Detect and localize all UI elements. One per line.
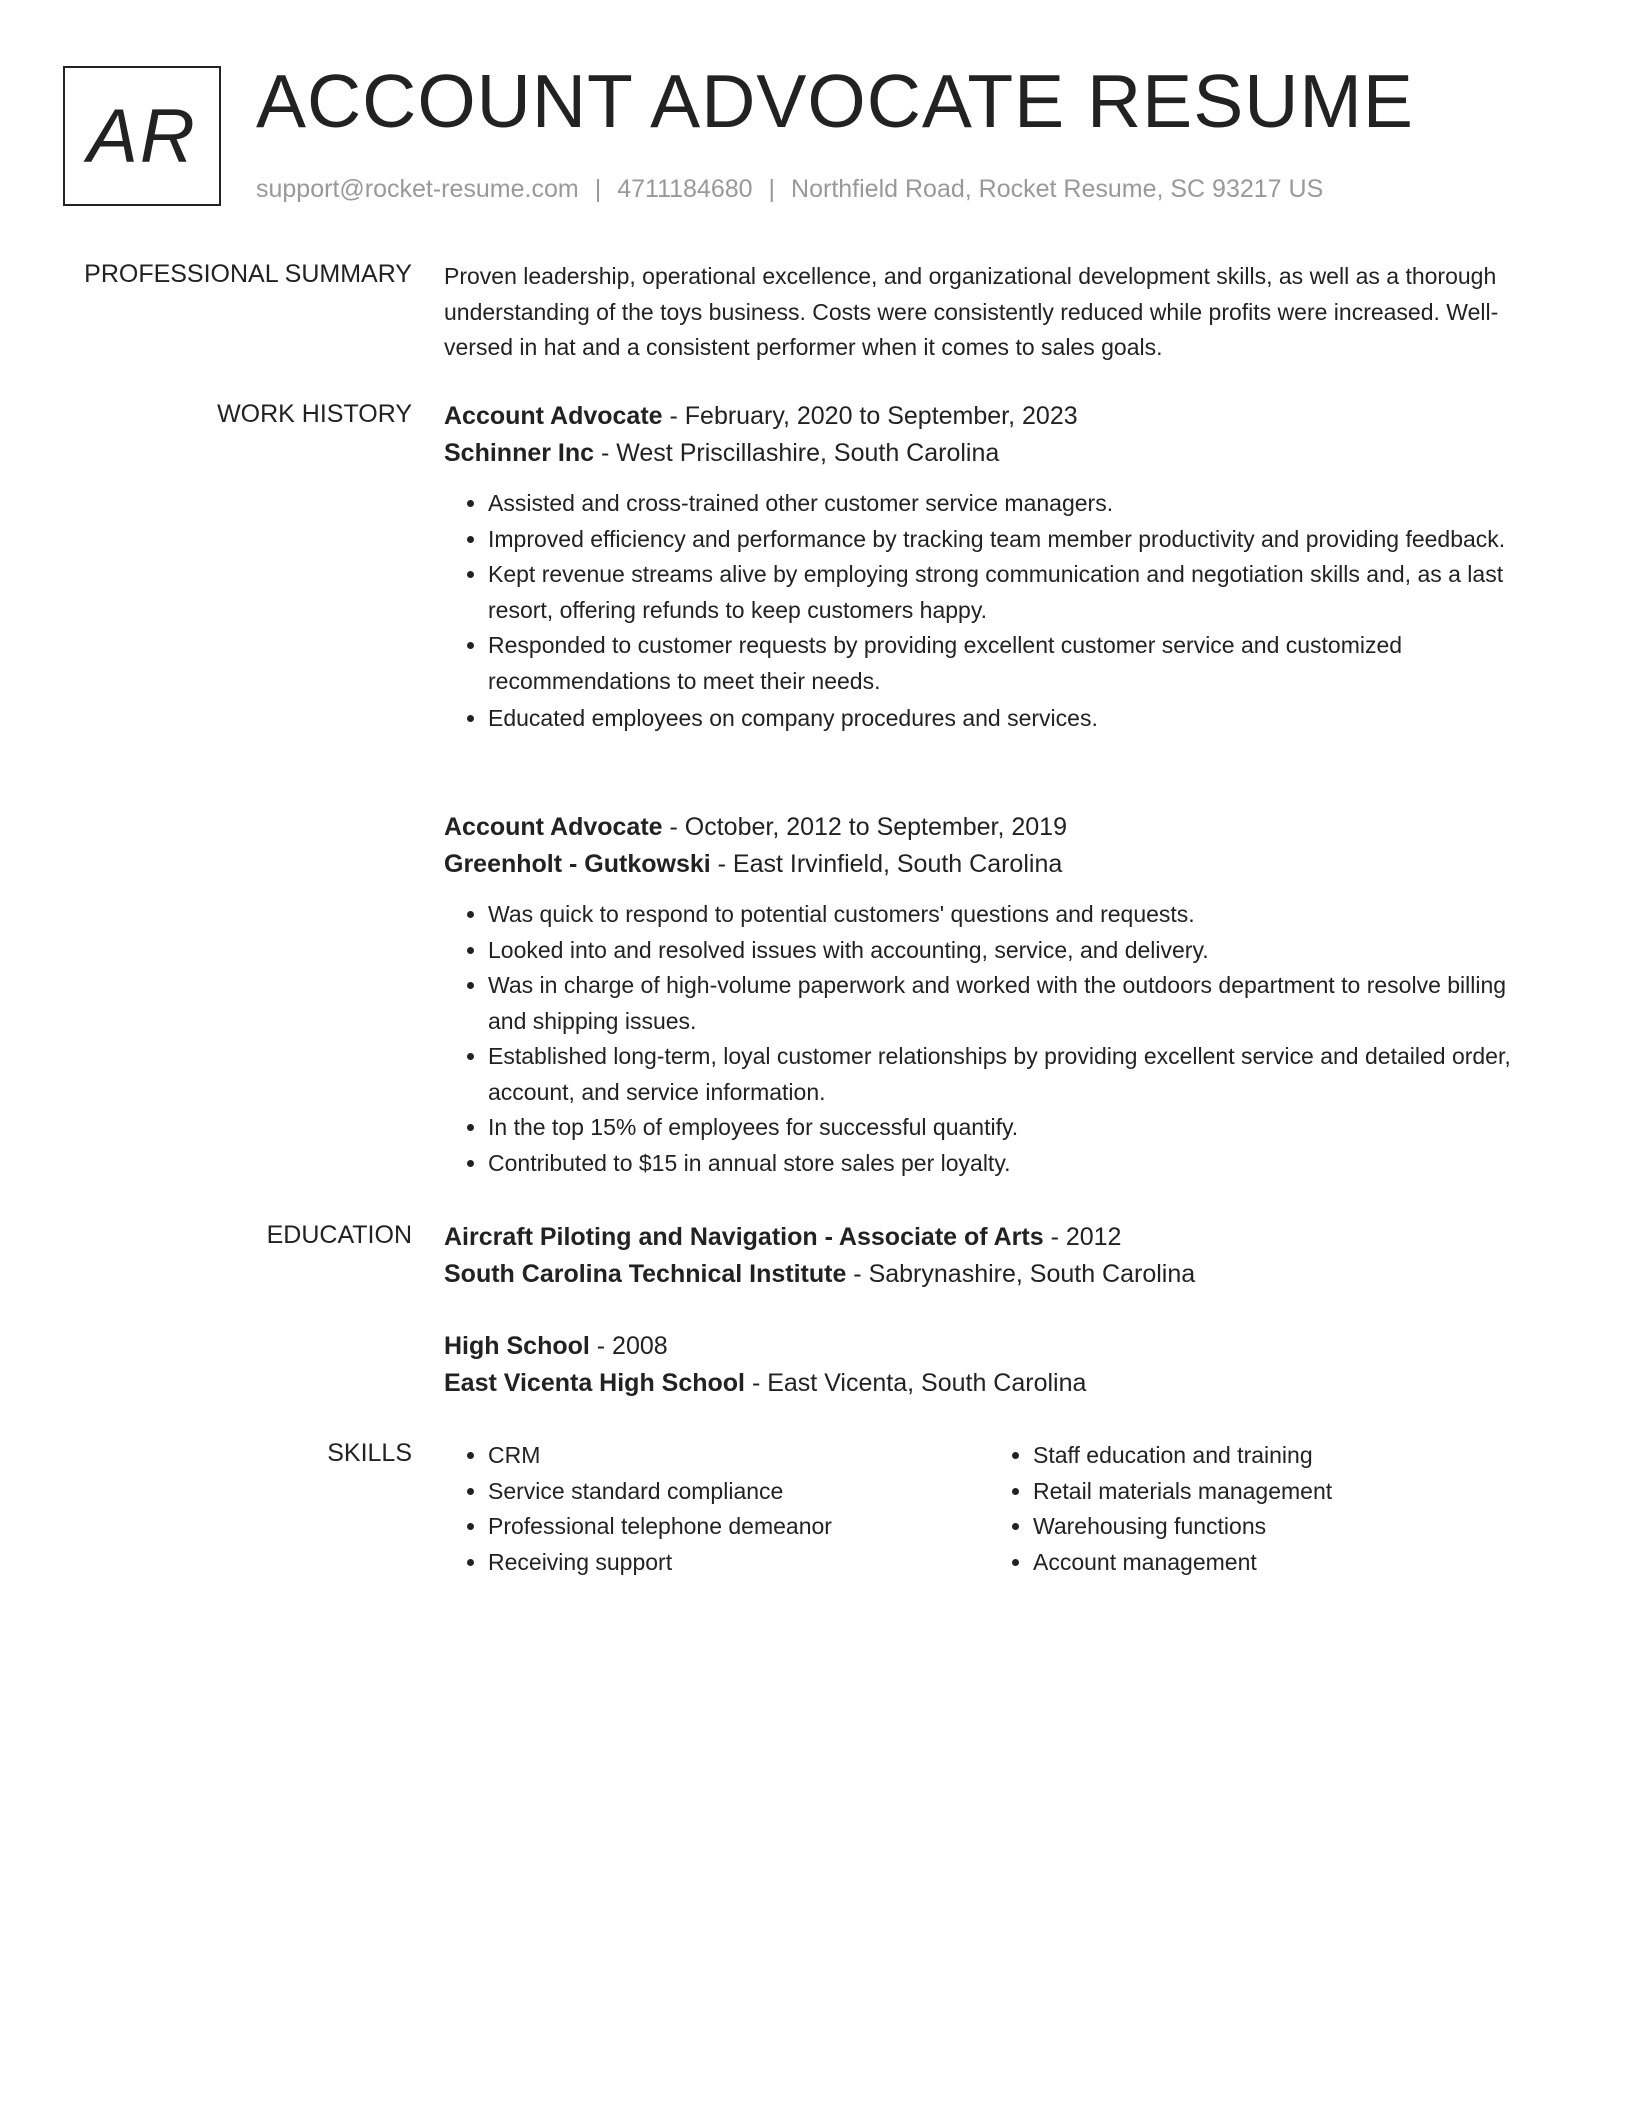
job-location: - East Irvinfield, South Carolina	[710, 850, 1063, 878]
education-entry	[444, 1328, 1534, 1402]
skill-item: • Service standard compliance	[488, 1474, 832, 1510]
job-title-line	[444, 809, 1534, 846]
job-bullet: • Looked into and resolved issues with accounting, service, and delivery.	[488, 933, 1534, 969]
job-bullet: • Established long-term, loyal customer relationships by providing excellent service and detailed order, account, and service information.	[488, 1039, 1534, 1110]
job-entry	[444, 398, 1534, 737]
job-bullet: • Educated employees on company procedures and services.	[488, 701, 1534, 737]
job-bullet: • Contributed to $15 in annual store sales per loyalty.	[488, 1146, 1534, 1182]
job-dates: - February, 2020 to September, 2023	[662, 402, 1078, 430]
skill-item: • Professional telephone demeanor	[488, 1509, 832, 1545]
job-title-line	[444, 398, 1534, 435]
contact-email: support@rocket-resume.com	[256, 175, 579, 203]
contact-phone: 4711184680	[617, 175, 753, 203]
contact-separator: |	[768, 175, 776, 203]
skill-item: • Retail materials management	[1033, 1474, 1332, 1510]
education-degree-line	[444, 1219, 1534, 1256]
job-company: Schinner Inc	[444, 439, 595, 467]
job-bullet: • Kept revenue streams alive by employing strong communication and negotiation skills and, as a last resort, offering refunds to keep customers happy.	[488, 557, 1534, 628]
contact-separator: |	[594, 175, 602, 203]
job-company-line	[444, 846, 1534, 883]
job-title: Account Advocate	[444, 813, 663, 841]
skill-item: • CRM	[488, 1438, 832, 1474]
skills-list	[444, 1438, 832, 1580]
skill-item: • Warehousing functions	[1033, 1509, 1332, 1545]
skill-item: • Staff education and training	[1033, 1438, 1332, 1474]
education-label: EDUCATION	[266, 1221, 412, 1249]
education-school: East Vicenta High School	[444, 1369, 746, 1397]
education-school-line	[444, 1256, 1534, 1293]
summary-label: PROFESSIONAL SUMMARY	[84, 260, 412, 288]
job-dates: - October, 2012 to September, 2019	[662, 813, 1067, 841]
education-year: - 2008	[589, 1332, 668, 1360]
skills-label: SKILLS	[327, 1439, 412, 1467]
job-bullet: • Was in charge of high-volume paperwork and worked with the outdoors department to resolve billing and shipping issues.	[488, 968, 1534, 1039]
summary-body	[444, 259, 1534, 366]
skill-item: • Receiving support	[488, 1545, 832, 1581]
job-title: Account Advocate	[444, 402, 663, 430]
education-degree: High School	[444, 1332, 590, 1360]
contact-address: Northfield Road, Rocket Resume, SC 93217 US	[791, 175, 1324, 203]
education-degree: Aircraft Piloting and Navigation - Associate of Arts	[444, 1223, 1044, 1251]
education-school-line	[444, 1365, 1534, 1402]
job-bullet: • Assisted and cross-trained other customer service managers.	[488, 486, 1534, 522]
skills-column-left	[444, 1438, 832, 1580]
education-year: - 2012	[1043, 1223, 1122, 1251]
job-bullet: • Was quick to respond to potential customers' questions and requests.	[488, 897, 1534, 933]
job-entry	[444, 809, 1534, 1181]
job-company-line	[444, 435, 1534, 472]
work-history-label: WORK HISTORY	[217, 400, 412, 428]
summary-text: Proven leadership, operational excellence, and organizational development skills, as well as a thorough understanding of the toys business. Costs were consistently reduced while profits were increased. Well-versed in hat and a consistent performer when it comes to sales goals.	[444, 263, 1499, 360]
job-location: - West Priscillashire, South Carolina	[594, 439, 1000, 467]
education-school: South Carolina Technical Institute	[444, 1260, 847, 1288]
job-bullet: • Improved efficiency and performance by tracking team member productivity and providing feedback.	[488, 522, 1534, 558]
contact-line	[256, 174, 1323, 204]
education-location: - East Vicenta, South Carolina	[745, 1369, 1087, 1397]
skills-column-right	[989, 1438, 1332, 1580]
skill-item: • Account management	[1033, 1545, 1332, 1581]
job-company: Greenholt - Gutkowski	[444, 850, 711, 878]
monogram-box	[63, 66, 221, 206]
resume-title: ACCOUNT ADVOCATE RESUME	[256, 59, 1414, 143]
job-bullets	[444, 486, 1534, 737]
education-degree-line	[444, 1328, 1534, 1365]
education-entry	[444, 1219, 1534, 1293]
education-location: - Sabrynashire, South Carolina	[846, 1260, 1196, 1288]
job-bullet: • In the top 15% of employees for successful quantify.	[488, 1110, 1534, 1146]
skills-list	[989, 1438, 1332, 1580]
monogram-initials: AR	[87, 93, 197, 179]
job-bullets	[444, 897, 1534, 1181]
job-bullet: • Responded to customer requests by providing excellent customer service and customized recommendations to meet their needs.	[488, 628, 1534, 699]
